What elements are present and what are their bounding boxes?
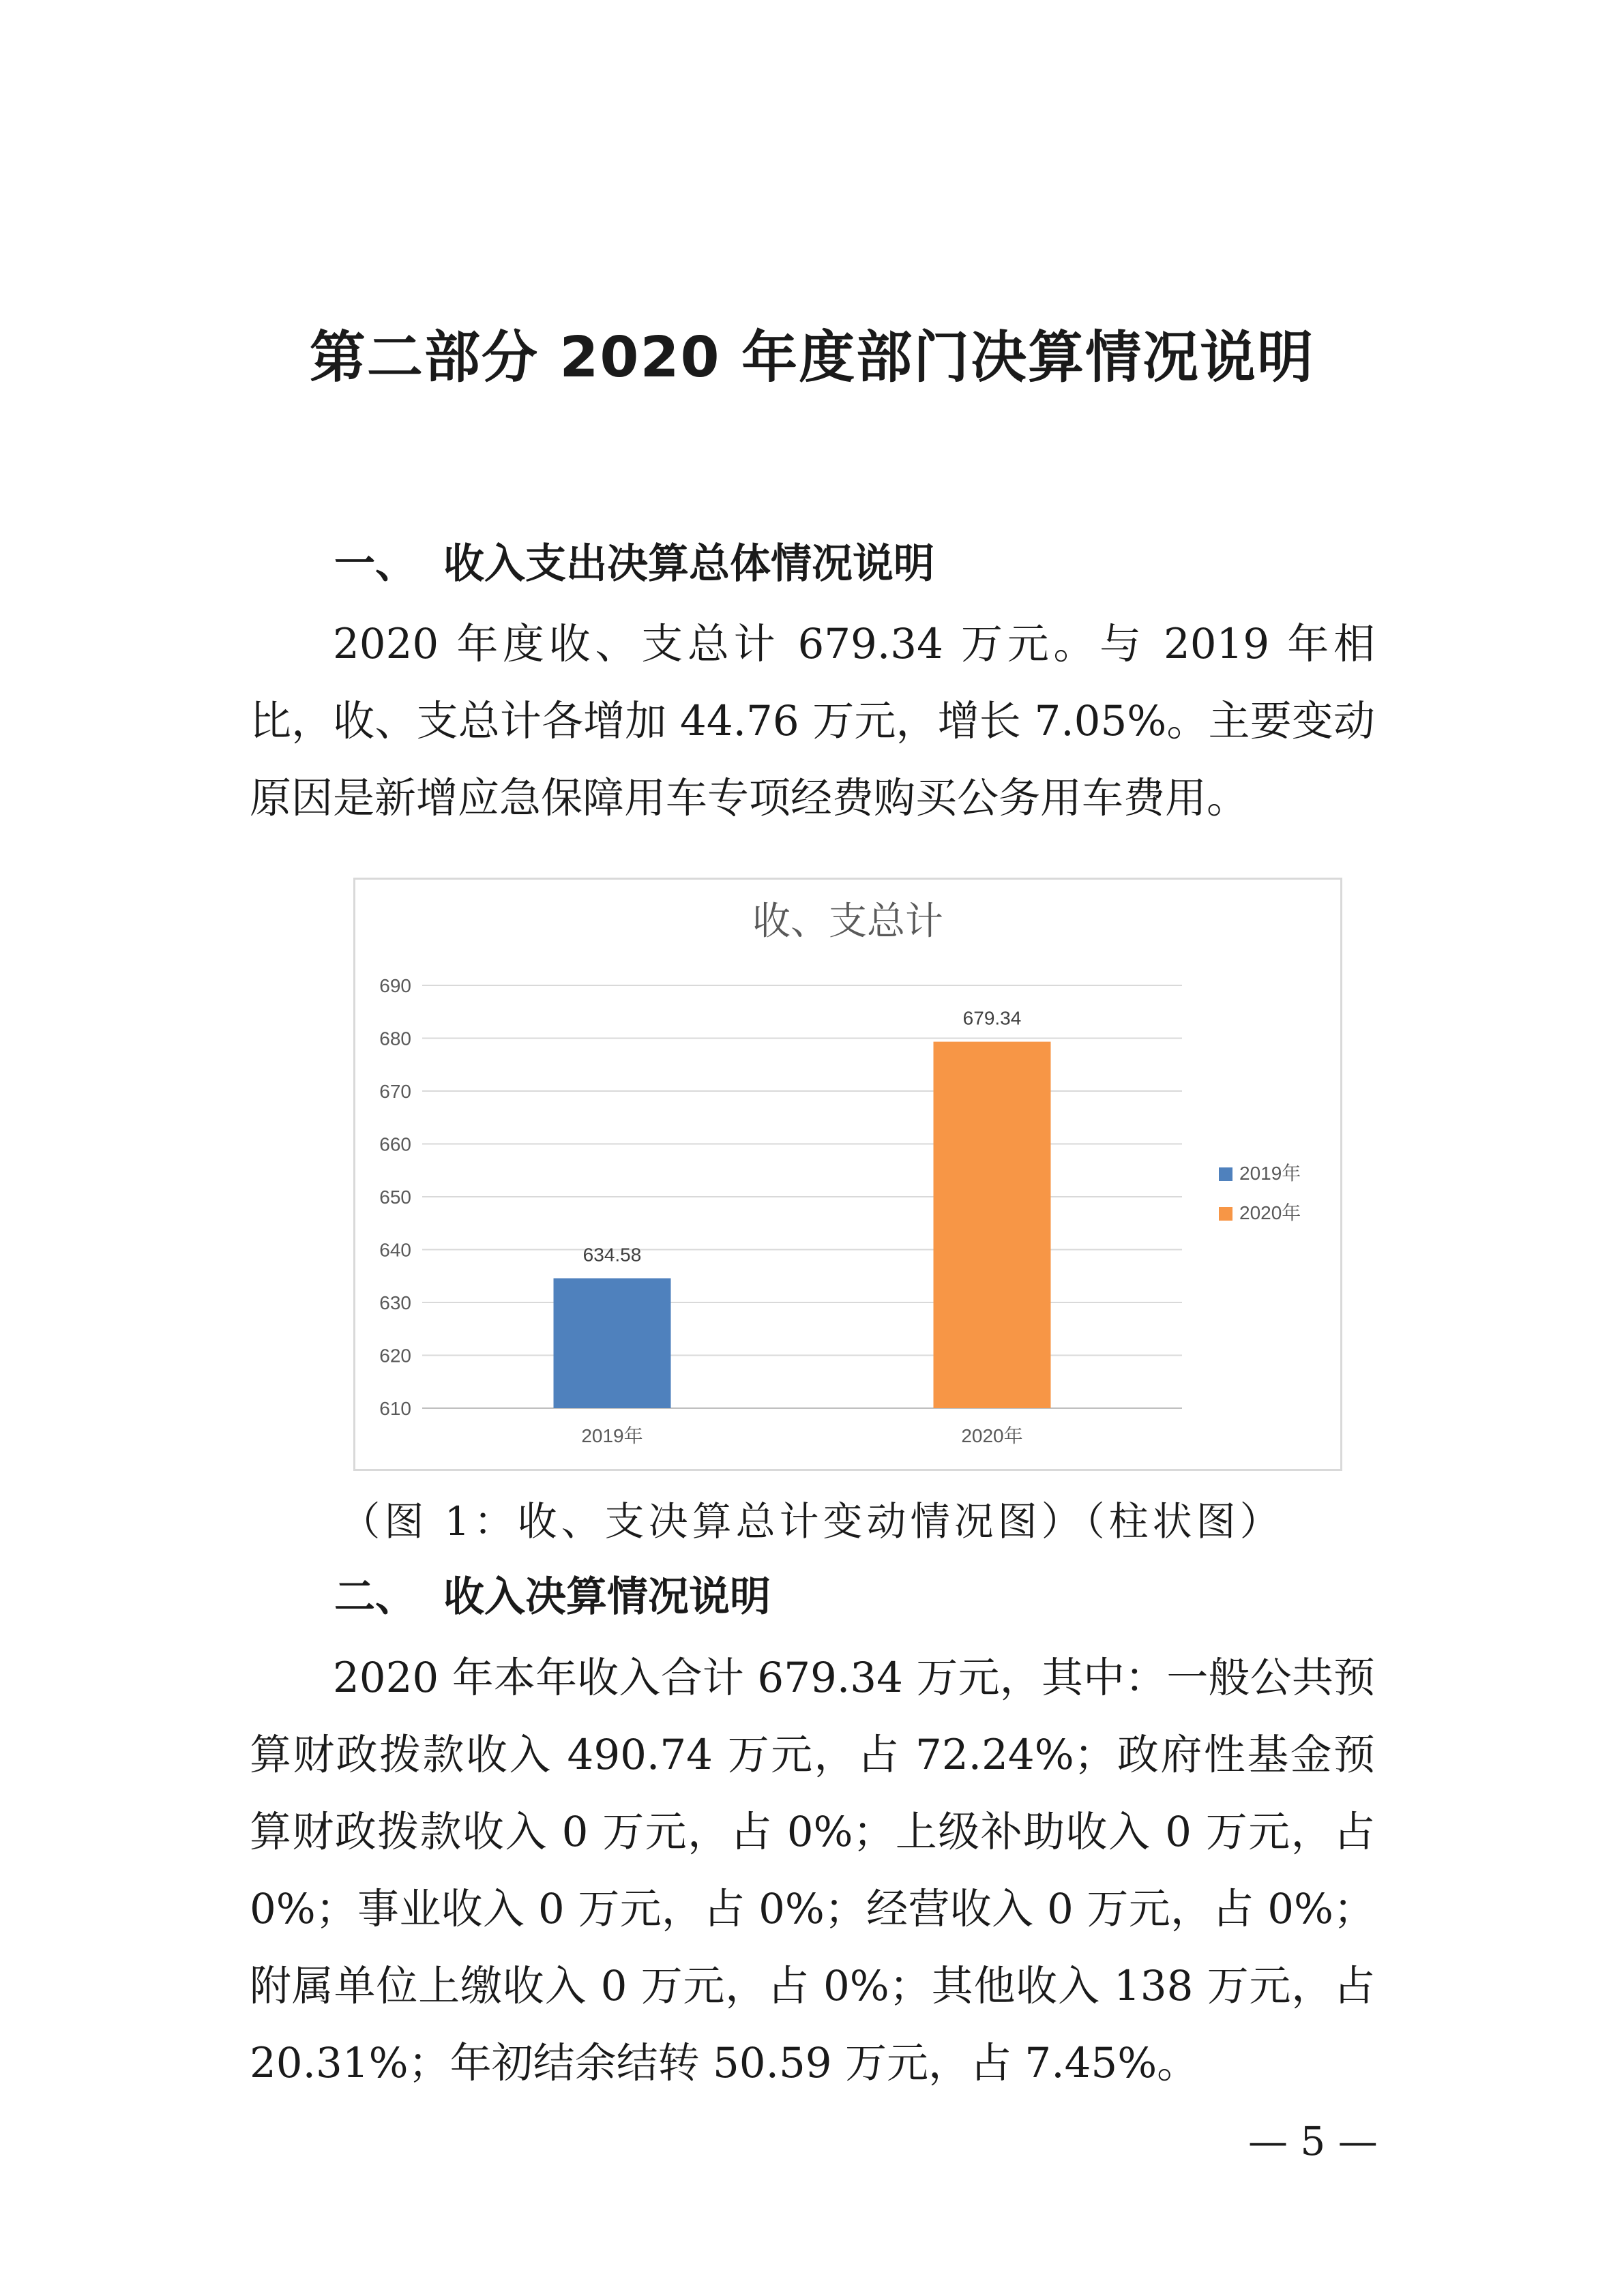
legend-swatch bbox=[1219, 1167, 1232, 1181]
bar-2019年 bbox=[554, 1279, 671, 1408]
legend-swatch bbox=[1219, 1207, 1232, 1221]
paragraph-income-details: 2020 年本年收入合计 679.34 万元，其中：一般公共预算财政拨款收入 490.74 万元，占 72.24%；政府性基金预算财政拨款收入 0 万元，占 0%；上级补助收入 0 万元，占 0%；事业收入 0 万元，占 0%；经营收入 0 万元，占 0%；附属单位上缴收入 0 万元，占 0%；其他收入 138 万元，占 20.31%；年初结余结转 50.59 万元，占 7.45%。 bbox=[250, 1654, 1375, 2087]
y-tick-label: 610 bbox=[379, 1398, 411, 1419]
section-heading-text: 收入支出决算总体情况说明 bbox=[443, 540, 934, 588]
y-tick-label: 640 bbox=[379, 1239, 411, 1261]
y-tick-label: 680 bbox=[379, 1028, 411, 1049]
legend-label: 2020年 bbox=[1239, 1202, 1301, 1223]
page-title: 第二部分 2020 年度部门决算情况说明 bbox=[309, 325, 1315, 390]
section-number: 二、 bbox=[334, 1573, 416, 1621]
y-tick-label: 620 bbox=[379, 1345, 411, 1367]
y-tick-label: 670 bbox=[379, 1081, 411, 1102]
y-tick-label: 650 bbox=[379, 1187, 411, 1208]
chart-caption: （图 1：收、支决算总计变动情况图）（柱状图） bbox=[340, 1498, 1284, 1545]
section-number: 一、 bbox=[334, 540, 416, 588]
bar-2020年 bbox=[934, 1042, 1051, 1408]
bar-chart bbox=[353, 878, 1342, 1471]
data-label: 679.34 bbox=[962, 1007, 1022, 1029]
y-tick-label: 660 bbox=[379, 1133, 411, 1155]
chart-canvas bbox=[355, 880, 1340, 1469]
x-tick-label: 2019年 bbox=[581, 1425, 643, 1446]
section-heading-text: 收入决算情况说明 bbox=[443, 1573, 771, 1621]
legend-label: 2019年 bbox=[1239, 1163, 1301, 1184]
chart-title: 收、支总计 bbox=[752, 899, 943, 944]
y-tick-label: 630 bbox=[379, 1292, 411, 1313]
section-heading-2 bbox=[334, 1570, 771, 1624]
page-number: — 5 — bbox=[1248, 2118, 1378, 2164]
data-label: 634.58 bbox=[582, 1244, 642, 1266]
paragraph-income-expense-overview: 2020 年度收、支总计 679.34 万元。与 2019 年相比，收、支总计各增加 44.76 万元，增长 7.05%。主要变动原因是新增应急保障用车专项经费购买公务用车费用。 bbox=[250, 620, 1375, 822]
y-tick-label: 690 bbox=[379, 975, 411, 996]
x-tick-label: 2020年 bbox=[961, 1425, 1023, 1446]
section-heading-1 bbox=[334, 537, 934, 591]
